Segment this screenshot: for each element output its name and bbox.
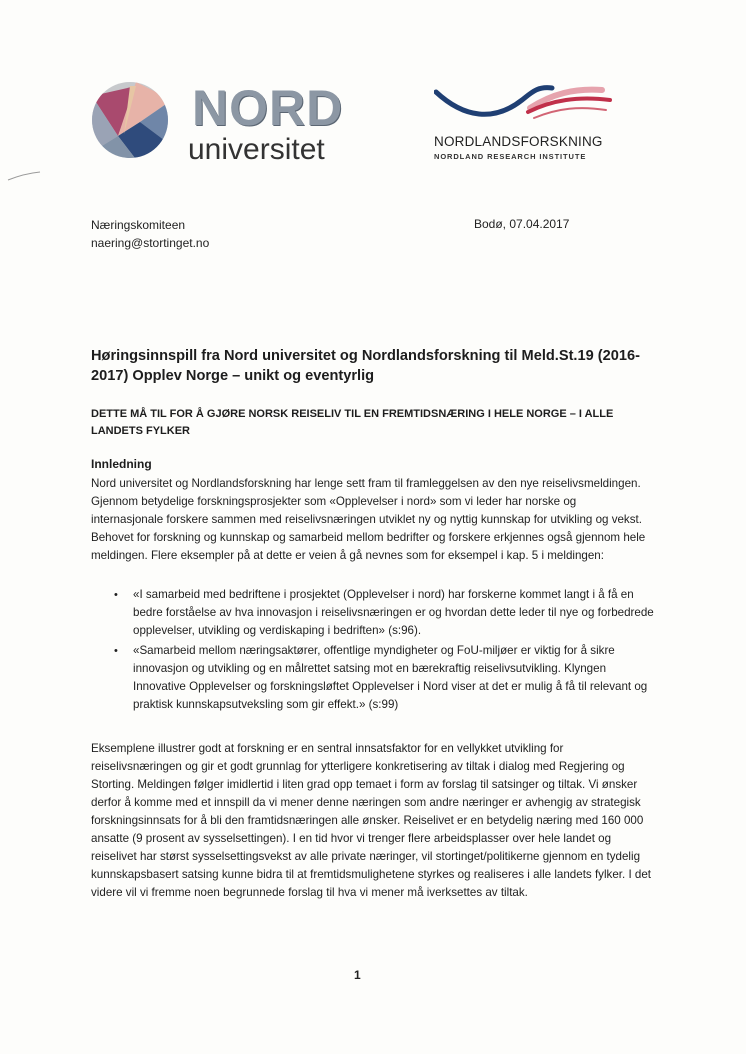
quote-list [114, 586, 654, 714]
nordlandsforskning-name: NORDLANDSFORSKNING [434, 134, 603, 149]
main-paragraph: Eksemplene illustrer godt at forskning er en sentral innsatsfaktor for en vellykket utvikling for reiselivsnæringen og gir et godt grunnlag for ytterligere konkretisering av tiltak i dialog med Regjering og Storting. Meldingen følger imidlertid i liten grad opp temaet i form av forslag til satsinger og tiltak. Vi ønsker derfor å komme med et innspill da vi mener denne næringen som andre næringer er avhengig av strategisk forskningsinnsats for å bli den framtidsnæringen alle ønsker. Reiselivet er en betydelig næring med 160 000 ansatte (9 prosent av sysselsettingen). I en tid hvor vi trenger flere arbeidsplasser over hele landet og reiselivet har størst sysselsettingsvekst av alle private næringer, vil stortinget/politikerne gjennom en tydelig kunnskapsbasert satsing kunne bidra til at fremtidsmulighetene styrkes og realiseres i alle landets fylker. I det videre vil vi fremme noen begrunnede forslag til hva vi mener må iverksettes av tiltak. [91, 742, 652, 899]
list-item-text: «I samarbeid med bedriftene i prosjektet (Opplevelser i nord) har forskerne kommet langt i å få en bedre forståelse av hva innovasjon i reiselivsnæringen er og hvordan dette leder til nye og forbedrede opplevelser, utvikling og verdiskaping i bedriften» (s:96). [133, 588, 654, 637]
recipient-block [91, 216, 209, 252]
document-title: Høringsinnspill fra Nord universitet og Nordlandsforskning til Meld.St.19 (2016-2017) Opplev Norge – unikt og eventyrlig [91, 348, 640, 384]
nord-emblem-icon [88, 76, 178, 168]
bullet-icon: • [114, 589, 118, 601]
bullet-icon: • [114, 645, 118, 657]
scan-mark [6, 168, 42, 182]
list-item-text: «Samarbeid mellom næringsaktører, offentlige myndigheter og FoU-miljøer er viktig for å sikre innovasjon og utvikling og en målrettet satsing mot en bærekraftig reiselivsutvikling. Klyngen Innovative Opplevelser og forskningsløftet Opplevelser i Nord viser at det er mulig å få til relevant og praktisk kunnskapsutveksling som gir effekt.» (s:99) [133, 644, 648, 711]
universitet-wordmark: universitet [188, 133, 325, 166]
document-subtitle: DETTE MÅ TIL FOR Å GJØRE NORSK REISELIV TIL EN FREMTIDSNÆRING I HELE NORGE – I ALLE LANDETS FYLKER [91, 408, 614, 437]
section-heading-innledning: Innledning [91, 457, 152, 471]
letter-date: Bodø, 07.04.2017 [474, 217, 570, 231]
recipient-email: naering@stortinget.no [91, 236, 210, 250]
recipient-name: Næringskomiteen [91, 218, 186, 232]
list-item [114, 642, 654, 714]
nordlandsforskning-logo [434, 78, 614, 168]
list-item [114, 586, 654, 640]
nord-universitet-logo [88, 76, 344, 168]
intro-paragraph: Nord universitet og Nordlandsforskning har lenge sett fram til framleggelsen av den nye reiselivsmeldingen. Gjennom betydelige forskningsprosjekter som «Opplevelser i nord» som vi leder har norske og internasjonale forskere sammen med reiselivsnæringen utviklet ny og nyttig kunnskap for utvikling og vekst. Behovet for forskning og kunnskap og samarbeid mellom bedrifter og forskere erkjennes også gjennom hele meldingen. Flere eksempler på at dette er veien å gå nevnes som for eksempel i kap. 5 i meldingen: [91, 477, 646, 562]
nordland-research-institute: NORDLAND RESEARCH INSTITUTE [434, 152, 587, 161]
nord-wordmark: NORD [192, 80, 344, 136]
wave-emblem-icon [434, 78, 614, 128]
page-number: 1 [354, 968, 361, 982]
